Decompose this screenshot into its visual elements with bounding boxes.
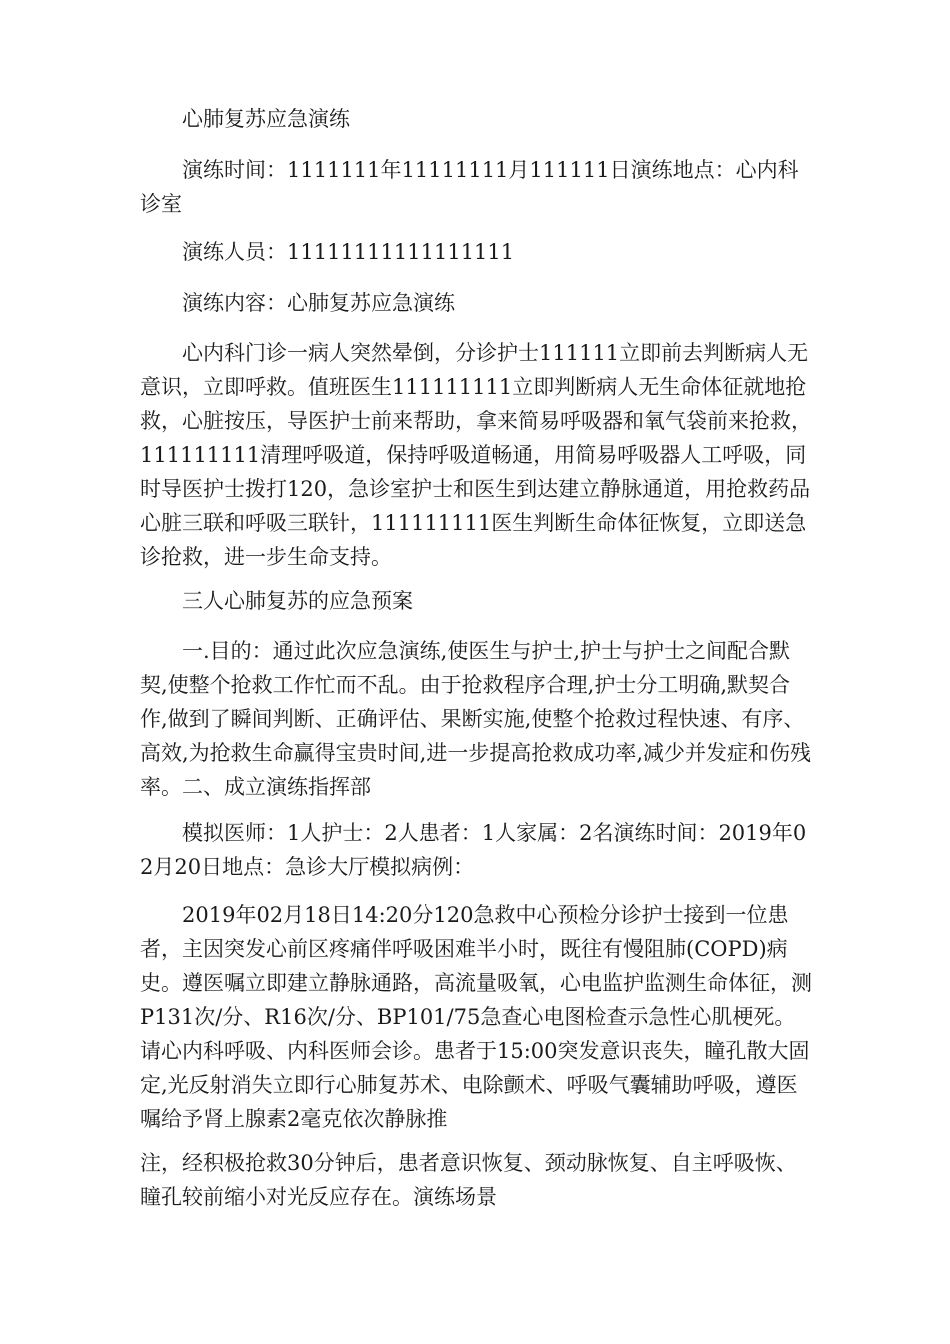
- roles-paragraph: 模拟医师：1人护士：2人患者：1人家属：2名演练时间：2019年02月20日地点：急诊大厅模拟病例：: [140, 821, 807, 879]
- purpose-paragraph: 一.目的：通过此次应急演练,使医生与护士,护士与护士之间配合默契,使整个抢救工作忙而不乱。由于抢救程序合理,护士分工明确,默契合作,做到了瞬间判断、正确评估、果断实施,使整个抢救过程快速、有序、高效,为抢救生命赢得宝贵时间,进一步提高抢救成功率,减少并发症和伤残率。二、成立演练指挥部: [140, 639, 812, 799]
- plan-title: 三人心肺复苏的应急预案: [182, 589, 413, 613]
- drill-personnel: 演练人员：11111111111111111: [182, 240, 515, 264]
- case-continuation: 注，经积极抢救30分钟后，患者意识恢复、颈动脉恢复、自主呼吸恢、瞳孔较前缩小对光反应存在。演练场景: [140, 1151, 797, 1209]
- scenario-paragraph: 心内科门诊一病人突然晕倒，分诊护士111111立即前去判断病人无意识，立即呼救。值班医生111111111立即判断病人无生命体征就地抢救，心脏按压，导医护士前来帮助，拿来简易呼吸器和氧气袋前来抢救，111111111清理呼吸道，保持呼吸道畅通，用简易呼吸器人工呼吸，同时导医护士拨打120，急诊室护士和医生到达建立静脉通道，用抢救药品心脏三联和呼吸三联针，111111111医生判断生命体征恢复，立即送急诊抢救，进一步生命支持。: [140, 341, 812, 569]
- drill-content: 演练内容：心肺复苏应急演练: [182, 291, 455, 315]
- case-paragraph: 2019年02月18日14:20分120急救中心预检分诊护士接到一位患者，主因突发心前区疼痛伴呼吸困难半小时，既往有慢阻肺(COPD)病史。遵医嘱立即建立静脉通路，高流量吸氧，心电监护监测生命体征，测P131次/分、R16次/分、BP101/75急查心电图检查示急性心肌梗死。请心内科呼吸、内科医师会诊。患者于15:00突发意识丧失，瞳孔散大固定,光反射消失立即行心肺复苏术、电除颤术、呼吸气囊辅助呼吸，遵医嘱给予肾上腺素2毫克依次静脉推: [140, 903, 812, 1131]
- document-title: 心肺复苏应急演练: [182, 107, 350, 131]
- drill-time-place: 演练时间：1111111年11111111月111111日演练地点：心内科诊室: [140, 158, 799, 216]
